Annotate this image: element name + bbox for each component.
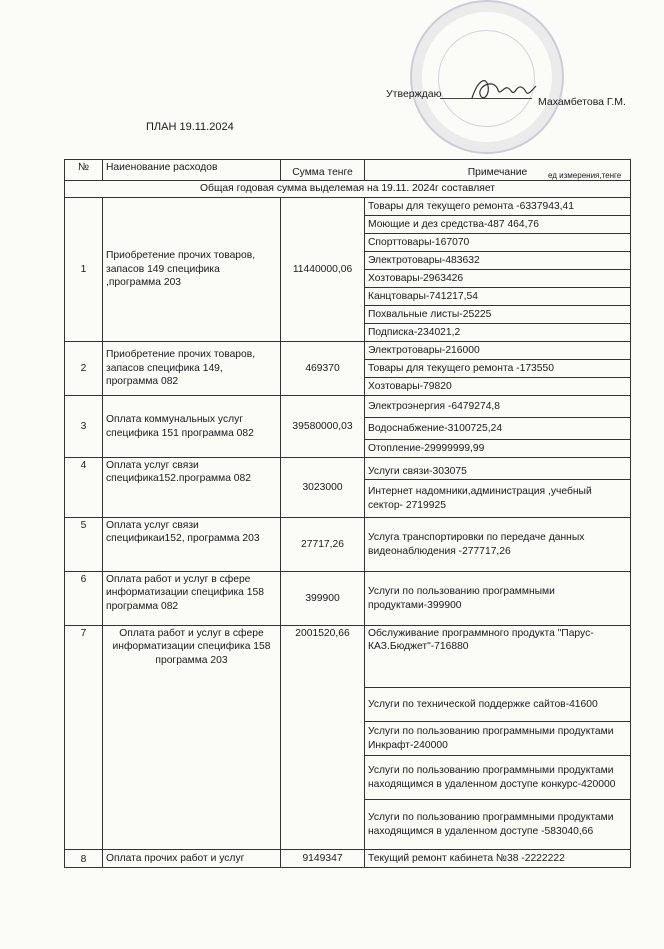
- header-num: №: [65, 160, 103, 181]
- row-sum: 3023000: [281, 458, 365, 518]
- table-row: [65, 396, 631, 418]
- row-note: Услуги по пользованию программными продуктами находящимся в удаленном доступе -583040,66: [365, 800, 631, 850]
- row-note: Товары для текущего ремонта -6337943,41: [365, 198, 631, 216]
- row-note: Отопление-29999999,99: [365, 440, 631, 458]
- units-note: ед измерения,тенге: [548, 171, 622, 180]
- row-note: Услуги по пользованию программными продуктами находящимся в удаленном доступе конкурс-420000: [365, 756, 631, 800]
- expense-plan-table: [64, 159, 631, 868]
- row-sum: 39580000,03: [281, 396, 365, 458]
- row-name: Оплата услуг связи спецификаи152, программа 203: [103, 518, 281, 572]
- row-note: Электроэнергия -6479274,8: [365, 396, 631, 418]
- total-row: [65, 181, 631, 198]
- row-num: 8: [65, 850, 103, 868]
- signature: [468, 72, 538, 106]
- row-num: 2: [65, 342, 103, 396]
- row-sum: 469370: [281, 342, 365, 396]
- row-name: Приобретение прочих товаров, запасов 149 специфика ,программа 203: [103, 198, 281, 342]
- row-sum: 2001520,66: [281, 626, 365, 850]
- approver-name: Махамбетова Г.М.: [538, 96, 626, 108]
- row-name: Приобретение прочих товаров, запасов специфика 149, программа 082: [103, 342, 281, 396]
- row-note: Обслуживание программного продукта "Парус-КАЗ.Бюджет"-716880: [365, 626, 631, 688]
- row-note: Интернет надомники,администрация ,учебный сектор- 2719925: [365, 480, 631, 518]
- row-num: 5: [65, 518, 103, 572]
- row-name: Оплата прочих работ и услуг: [103, 850, 281, 868]
- row-name: Оплата работ и услуг в сфере информатизации специфика 158 программа 203: [103, 626, 281, 850]
- header-name: Наиенование расходов: [103, 160, 281, 181]
- table-row: [65, 572, 631, 626]
- table-row: [65, 342, 631, 360]
- row-name: Оплата работ и услуг в сфере информатизации специфика 158 программа 082: [103, 572, 281, 626]
- row-note: Спорттовары-167070: [365, 234, 631, 252]
- row-num: 1: [65, 198, 103, 342]
- approval-label: Утверждаю: [386, 88, 442, 100]
- header-note: Примечание: [365, 160, 631, 181]
- row-name: Оплата услуг связи специфика152.программа 082: [103, 458, 281, 518]
- row-note: Услуга транспортировки по передаче данных видеонаблюдения -277717,26: [365, 518, 631, 572]
- row-sum: 9149347: [281, 850, 365, 868]
- row-sum: 399900: [281, 572, 365, 626]
- table-row: [65, 850, 631, 868]
- row-note: Подписка-234021,2: [365, 324, 631, 342]
- row-num: 3: [65, 396, 103, 458]
- row-note: Хозтовары-79820: [365, 378, 631, 396]
- row-note: Хозтовары-2963426: [365, 270, 631, 288]
- row-note: Моющие и дез средства-487 464,76: [365, 216, 631, 234]
- row-note: Похвальные листы-25225: [365, 306, 631, 324]
- row-note: Водоснабжение-3100725,24: [365, 418, 631, 440]
- table-row: [65, 458, 631, 480]
- table-row: [65, 518, 631, 572]
- row-note: Товары для текущего ремонта -173550: [365, 360, 631, 378]
- table-row: [65, 626, 631, 688]
- row-note: Услуги по пользованию программными продуктами-399900: [365, 572, 631, 626]
- row-name: Оплата коммунальных услуг специфика 151 программа 082: [103, 396, 281, 458]
- row-note: Электротовары-216000: [365, 342, 631, 360]
- row-sum: 11440000,06: [281, 198, 365, 342]
- row-note: Услуги по пользованию программными продуктами Инкрафт-240000: [365, 722, 631, 756]
- row-note: Канцтовары-741217,54: [365, 288, 631, 306]
- row-num: 4: [65, 458, 103, 518]
- row-num: 6: [65, 572, 103, 626]
- table-row: [65, 198, 631, 216]
- row-note: Услуги связи-303075: [365, 458, 631, 480]
- header-sum: Сумма тенге: [281, 160, 365, 181]
- row-sum: 27717,26: [281, 518, 365, 572]
- table-header-row: [65, 160, 631, 181]
- row-num: 7: [65, 626, 103, 850]
- plan-title: ПЛАН 19.11.2024: [146, 121, 234, 133]
- row-note: Текущий ремонт кабинета №38 -2222222: [365, 850, 631, 868]
- total-row-text: Общая годовая сумма выделемая на 19.11. 2024г составляет: [65, 181, 631, 198]
- row-note: Электротовары-483632: [365, 252, 631, 270]
- row-note: Услуги по технической поддержке сайтов-41600: [365, 688, 631, 722]
